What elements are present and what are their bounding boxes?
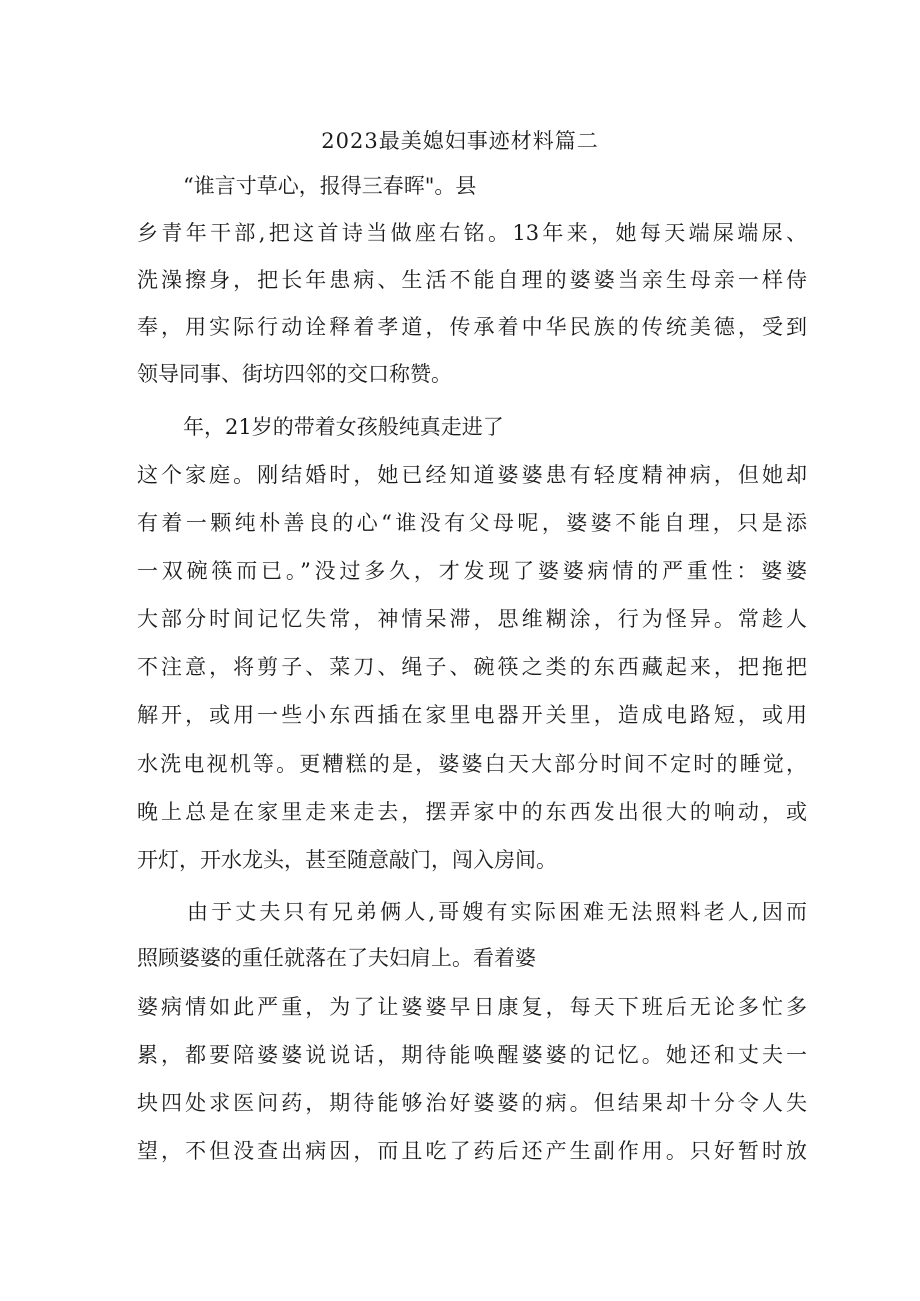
paragraph-2-line-6: 不注意，将剪子、菜刀、绳子、碗筷之类的东西藏起来，把拖把 — [137, 655, 807, 679]
paragraph-3-line-4: 累，都要陪婆婆说说话，期待能唤醒婆婆的记忆。她还和丈夫一 — [137, 1043, 807, 1067]
paragraph-1-line-5: 领导同事、街坊四邻的交口称赞。 — [137, 362, 452, 386]
paragraph-1-line-3: 洗澡擦身，把长年患病、生活不能自理的婆婆当亲生母亲一样侍 — [137, 268, 807, 292]
paragraph-3-line-5: 块四处求医问药，期待能够治好婆婆的病。但结果却十分令人失 — [137, 1091, 807, 1115]
document-title: 2023最美媳妇事迹材料篇二 — [321, 129, 599, 153]
paragraph-2-line-10: 开灯，开水龙头，甚至随意敲门，闯入房间。 — [137, 848, 557, 872]
paragraph-2-line-1: 年，21岁的带着女孩般纯真走进了 — [183, 415, 504, 439]
paragraph-3-line-6: 望，不但没查出病因，而且吃了药后还产生副作用。只好暂时放 — [137, 1139, 807, 1163]
paragraph-1-line-2: 乡青年干部,把这首诗当做座右铭。13年来，她每天端屎端尿、 — [137, 221, 807, 245]
paragraph-2-line-2: 这个家庭。刚结婚时，她已经知道婆婆患有轻度精神病，但她却 — [137, 463, 807, 487]
paragraph-3-line-2: 照顾婆婆的重任就落在了夫妇肩上。看着婆 — [137, 946, 536, 970]
paragraph-3-line-3: 婆病情如此严重，为了让婆婆早日康复，每天下班后无论多忙多 — [137, 995, 807, 1019]
paragraph-3-line-1: 由于丈夫只有兄弟俩人,哥嫂有实际困难无法照料老人,因而 — [187, 900, 807, 924]
paragraph-2-line-8: 水洗电视机等。更糟糕的是，婆婆白天大部分时间不定时的睡觉， — [137, 752, 807, 776]
paragraph-2-line-5: 大部分时间记忆失常，神情呆滞，思维糊涂，行为怪异。常趁人 — [137, 607, 807, 631]
paragraph-1-line-4: 奉，用实际行动诠释着孝道，传承着中华民族的传统美德，受到 — [137, 315, 807, 339]
paragraph-1-line-1: “谁言寸草心，报得三春晖"。县 — [183, 174, 477, 198]
paragraph-2-line-9: 晚上总是在家里走来走去，摆弄家中的东西发出很大的响动，或 — [137, 800, 807, 824]
paragraph-2-line-3: 有着一颗纯朴善良的心“谁没有父母呢，婆婆不能自理，只是添 — [137, 511, 807, 535]
paragraph-2-line-7: 解开，或用一些小东西插在家里电器开关里，造成电路短，或用 — [137, 703, 807, 727]
paragraph-2-line-4: 一双碗筷而已。”没过多久，才发现了婆婆病情的严重性：婆婆 — [137, 559, 807, 583]
